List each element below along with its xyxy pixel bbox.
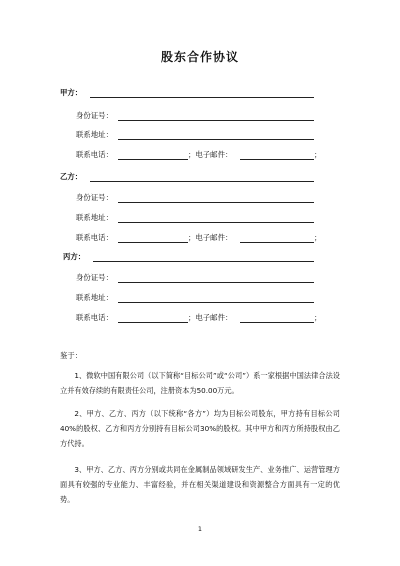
party-c-name-line xyxy=(93,261,314,262)
recitals-heading: 鉴于： xyxy=(60,351,83,360)
party-c-address-label: 联系地址： xyxy=(76,293,113,302)
party-a-email-label: ；电子邮件： xyxy=(188,150,233,159)
recital-paragraph-1: 1、微软中国有限公司（以下简称“目标公司”或“公司”）系一家根据中国法律合法设立并有效存续的有限责任公司，注册资本为50.00万元。 xyxy=(60,371,340,395)
party-b-email-line xyxy=(240,242,314,243)
party-b-address-label: 联系地址： xyxy=(76,213,113,222)
recital-paragraph-2: 2、甲方、乙方、丙方（以下统称“各方”）均为目标公司股东，甲方持有目标公司40%的股权、乙方和丙方分别持有目标公司30%的股权。其中甲方和丙方所持股权由乙方代持。 xyxy=(60,409,340,448)
party-a-address-label: 联系地址： xyxy=(76,130,113,139)
party-c-id-line xyxy=(118,282,314,283)
party-c-phone-label: 联系电话： xyxy=(76,313,113,322)
party-b-end-mark: ； xyxy=(314,233,322,242)
party-c-label: 丙方： xyxy=(63,252,86,261)
party-a-address-line xyxy=(118,139,314,140)
party-b-id-line xyxy=(118,202,314,203)
party-b-phone-line xyxy=(118,242,188,243)
party-b-address-line xyxy=(118,222,314,223)
party-c-end-mark: ； xyxy=(314,313,322,322)
party-c-email-line xyxy=(240,322,314,323)
party-a-email-line xyxy=(240,159,314,160)
page-number: 1 xyxy=(197,525,203,533)
party-a-id-line xyxy=(118,120,314,121)
party-a-end-mark: ； xyxy=(314,150,322,159)
party-a-id-label: 身份证号： xyxy=(76,111,113,120)
party-c-phone-line xyxy=(118,322,188,323)
party-a-phone-label: 联系电话： xyxy=(76,150,113,159)
party-a-phone-line xyxy=(118,159,188,160)
party-a-label: 甲方： xyxy=(60,88,83,97)
party-a-name-line xyxy=(90,97,314,98)
party-b-phone-label: 联系电话： xyxy=(76,233,113,242)
party-c-email-label: ；电子邮件： xyxy=(188,313,233,322)
party-b-email-label: ；电子邮件： xyxy=(188,233,233,242)
document-title: 股东合作协议 xyxy=(160,50,239,64)
party-b-id-label: 身份证号： xyxy=(76,193,113,202)
party-b-name-line xyxy=(90,181,314,182)
recital-paragraph-3: 3、甲方、乙方、丙方分别或共同在金属制品领域研发生产、业务推广、运营管理方面具有较强的专业能力、丰富经验，并在相关渠道建设和资源整合方面具有一定的优势。 xyxy=(60,465,340,504)
party-c-id-label: 身份证号： xyxy=(76,273,113,282)
party-c-address-line xyxy=(118,302,314,303)
party-b-label: 乙方： xyxy=(60,172,83,181)
